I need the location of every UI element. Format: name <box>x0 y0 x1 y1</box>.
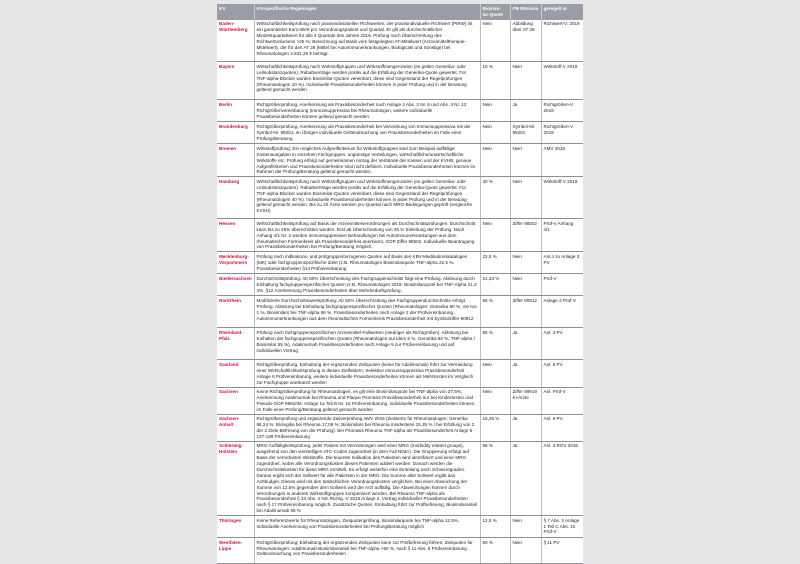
kv-name: Berlin <box>217 100 254 122</box>
pb-rheuma: Nein <box>510 274 541 296</box>
table-row <box>217 274 583 296</box>
header-regelungen: KV-spezifische Regelungen <box>254 4 480 20</box>
table-row <box>217 144 583 177</box>
header-geregelt-in: geregelt in <box>541 4 583 20</box>
table-row <box>217 414 583 441</box>
table-row <box>217 122 583 144</box>
regulation-text: Richtgrößenprüfung, Anerkennung als Praxisbesonderheit nach Anlage 2 Abs. 2 Nr. 6 und Abs. 3 Nr. 12 Richtgrößenvereinbarung (Immunsuppressiva bei Rheumatologen, weitere individuelle Praxisbesonderheiten können geltend gemacht werden <box>254 100 480 122</box>
table-row <box>217 360 583 387</box>
kv-name: Bremen <box>217 144 254 177</box>
geregelt-in: Anl. 6 PV <box>541 360 583 387</box>
geregelt-in: Anlage 2 Prüf-V <box>541 296 583 328</box>
pb-rheuma: Ziffer 99919 Ki-Ärzte <box>510 387 541 414</box>
kv-name: Brandenburg <box>217 122 254 144</box>
regulation-text: Wirtschaftlichkeitsprüfung auf Basis der Arzneimittelverordnungen als Durchschnittsprüfungen. Durchschnitt kann bis zu 45% überschritten werden. Erst ab Überschreitung von 45 % Einleitung der Prüfung. Nach Anhang 4/1 Nr. 2 werden immunsuppressive Behandlungen bei Autoimmunerkrankungen aus dem rheumatischen Formenkreis als Praxisbesonderheit anerkannt, GOP Ziffer 98502. Individuelle Beantragung von Praxisbesonderheiten bei Prüfung/Beratung möglich <box>254 219 480 252</box>
pb-rheuma: Ja <box>510 414 541 441</box>
kv-name: Bayern <box>217 62 254 100</box>
pb-rheuma: Nein <box>510 516 541 538</box>
header-pb-rheuma: PB Rheuma <box>510 4 541 20</box>
pb-rheuma: Abbildung über AT 28 <box>510 20 541 62</box>
geregelt-in: § 7 Abs. 3 Anlage 1 Teil C Abs. 10 Prüf-V <box>541 516 583 538</box>
regulation-text: Richtgrößenprüfung, Einhaltung der ergänzenden Zielquoten (keine für Adalimumab) führt zur Vermeidung einer Wirtschaftlichkeitsprüfung in diesen Zielfeldern; Selektive Immunsuppressiva Praxisbesonderheit Anlage 6 Prüfvereinbarung, weitere individuelle Praxisbesonderheiten können als Mehrkosten im Vergleich zur Fachgruppe anerkannt werden <box>254 360 480 387</box>
pb-rheuma: Nein <box>510 144 541 177</box>
geregelt-in: Anl. Prüf-V <box>541 387 583 414</box>
regulation-text: Richtgrößenprüfung, Anerkennung als Praxisbesonderheit bei Verordnung von Immunsuppressiva mit der Symbol-Nr. 99201, im Übrigen individuelle Geltendmachung von Praxisbesonderheiten im Falle einer Prüfung/Beratung <box>254 122 480 144</box>
regulation-text: Keine Richtgrößenprüfung für Rheumatologen, es gilt eine Biosimilarquote bei TNF-alpha von 37,5%, Anerkennung Adalimumab bei Rheuma und Plaque Psoriasis Praxisbesonderheit nur bei Kinderärzten und Pseudo-GOP 99910M, Anlage 1a Teil B Nr. 16 Prüfvereinbarung, individuelle Praxisbesonderheiten können im Falle einer Prüfung/Beratung geltend gemacht werden <box>254 387 480 414</box>
regulation-text: Wirtschaftlichkeitsprüfung nach Wirkstoffgruppen und Wirkstoffmengenzielen (es gelten Generika- oder Leitsubstanzquoten). Rabattverträge werden positiv auf die Erfüllung der Generika-Quote gewertet. Für TNF-alpha-Blocker wurden Biosimilar-Quoten vereinbart, diese sind Gegenstand der Regelprüfungen (Rheumatologen 40 %). Individuelle Praxisbesonderheiten können in jeder Prüfung und in der Beratung geltend gemacht werden. Bis zu 20 Ärzte werden pro Quartal nach MRG-Bedingungen geprüft (vergleiche KVSH) <box>254 177 480 219</box>
regulations-table-sheet <box>217 4 583 564</box>
biosimilar-quote: 66 % <box>480 441 510 515</box>
geregelt-in: § 11 PV <box>541 538 583 564</box>
geregelt-in: AMV 2019 <box>541 144 583 177</box>
geregelt-in: Anl. 6 PV <box>541 414 583 441</box>
pb-rheuma: Nein <box>510 62 541 100</box>
geregelt-in: Richtwert-V. 2019 <box>541 20 583 62</box>
geregelt-in: Richtgrößen-V 2019 <box>541 122 583 144</box>
biosimilar-quote: 40 % <box>480 177 510 219</box>
table-row <box>217 387 583 414</box>
regulation-text: Wirtschaftlichkeitsprüfung nach praxisindividuellen Richtwerten, der praxisindividuelle Richtwert (PIRW) ist ein garantierter Euro-Wert pro Verordnungspatient und Quartal. Er gilt als durchschnittlicher Mindestquartalswert für alle 4 Quartale des Jahres 2019. Prüfung nach Überschreitung des Richtwertvolumens >25 %; Berechnung auf Basis vom festgelegten AT-Mittelwert (Arzneimitteltherapie-Mittelwert), der für den AT 28 (Mittel bei Autoimmunerkrankungen, Biologicals und Sonstige) bei Rheumatologen 4.931,25 € beträgt. <box>254 20 480 62</box>
kv-name: Sachsen <box>217 387 254 414</box>
kv-name: Hessen <box>217 219 254 252</box>
kv-name: Sachsen-Anhalt <box>217 414 254 441</box>
table-row <box>217 62 583 100</box>
geregelt-in: Wirkstoff-V 2019 <box>541 177 583 219</box>
kv-name: Mecklenburg-Vorpommern <box>217 252 254 274</box>
table-row <box>217 538 583 564</box>
table-row <box>217 20 583 62</box>
biosimilar-quote: Nein <box>480 219 510 252</box>
pb-rheuma: Ja <box>510 360 541 387</box>
biosimilar-quote: Nein <box>480 20 510 62</box>
pb-rheuma: Symbol-Nr. 99201 <box>510 122 541 144</box>
biosimilar-quote: 55 % <box>480 328 510 360</box>
regulation-text: Prüfung nach indikations- und prüfgruppenbezogenen Quoten auf Basis des KBV-Medikationskataloges (MK) oder fachgruppenspezifische Ziele (z.B. Rheumatologen Biosimilarquote TNF-alpha 22,5 %. Praxisbesonderheiten §14 Prüfvereinbarung <box>254 252 480 274</box>
regulation-text: Wirkstoffprüfung: Ein mögliches Aufgreifkriterium für Wirkstoffgruppen sind zum Beispiel auffällige Kostenausgaben in einzelnen Fachgruppen, ungünstige Verteilungen, wirtschaftliche/unwirtschaftliche Wirkstoffe etc. Prüfung erfolgt auf gemeinsamen Antrag der Verbände der Kassen und der KVHB, genaue Aufgreifkriterien und Praxisbesonderheiten sind nicht definiert. Individuelle Praxisbesonderheiten können im Rahmen der Prüfung/Beratung geltend gemacht werden. <box>254 144 480 177</box>
biosimilar-quote: 10 % <box>480 62 510 100</box>
kv-name: Saarland <box>217 360 254 387</box>
pb-rheuma: Ziffer 98502 <box>510 219 541 252</box>
geregelt-in: Wirkstoff-V 2019 <box>541 62 583 100</box>
regulation-text: Keine Referenzwerte für Rheumatologen, Zielquotenprüfung, Biosimilarquote bei TNF-alpha 12,5%, Individuelle Anerkennung von Praxisbesonderheiten bei Prüfung/Beratung möglich <box>254 516 480 538</box>
header-biosimilar-quote: Biosimi-lar-Quote <box>480 4 510 20</box>
regulation-text: Durchschnittsprüfung: Ab 50% Überschreitung des Fachgruppenschnitts folgt eine Prüfung. Ablösung durch Einhaltung fachgruppenspezifischer Quoten (z.B. Rheumatologen 2019: Biosimilarquote bei TNF-Alpha 21,3 3%. §12 Anerkennung Praxisbesonderheiten über Mehrbedarfsprüfung. <box>254 274 480 296</box>
regulation-text: Richtgrößenprüfung und ergänzende Zielverprüfung AMV 2016 (Zielwerte für Rheumatologen: Generika 86,24 %; Biologika bei Rheuma 17,08 %; Biosimilars bei Rheuma mindestens 15,35 % / bei Erfüllung von 2 der 3 Ziele Befreiung von der Prüfung). Bei Psoriasis Rheuma TNF-alpha als Praxisbesonderheit Anlage 6 137-139 Prüfvereinbarung <box>254 414 480 441</box>
kv-name: Baden-Württemberg <box>217 20 254 62</box>
kv-name: Hamburg <box>217 177 254 219</box>
kv-name: Thüringen <box>217 516 254 538</box>
pb-rheuma: Ja <box>510 100 541 122</box>
table-row <box>217 177 583 219</box>
pb-rheuma: Nein <box>510 177 541 219</box>
biosimilar-quote: 50 % <box>480 538 510 564</box>
kv-name: Niedersachsen <box>217 274 254 296</box>
biosimilar-quote: 22,5 % <box>480 252 510 274</box>
geregelt-in: Anl. 3 PV <box>541 328 583 360</box>
pb-rheuma: Ziffer 90912 <box>510 296 541 328</box>
biosimilar-quote: 15,35 % <box>480 414 510 441</box>
kv-name: Nordrhein <box>217 296 254 328</box>
table-row <box>217 100 583 122</box>
biosimilar-quote: 12,5 % <box>480 516 510 538</box>
pb-rheuma: Nein <box>510 252 541 274</box>
kv-name: Schleswig-Holstein <box>217 441 254 515</box>
pb-rheuma: Ja <box>510 328 541 360</box>
table-row <box>217 328 583 360</box>
pb-rheuma: Ja <box>510 441 541 515</box>
biosimilar-quote: Nein <box>480 144 510 177</box>
geregelt-in: Richtgrößen-V 2019 <box>541 100 583 122</box>
table-row <box>217 516 583 538</box>
biosimilar-quote: 21,33 % <box>480 274 510 296</box>
table-row <box>217 252 583 274</box>
geregelt-in: Anl.4 zu Anlage 3 PV <box>541 252 583 274</box>
table-header-row <box>217 4 583 20</box>
regulation-text: Modifizierte Durchschnittswerteprüfung: Ab 50% Überschreitung des Fachgruppendurchschnitts erfolgt Prüfung. Ablösung bei Einhaltung fachgruppenspezifischer Quoten (Rheumatologen: Generika 90 %, me too 1 %, Biosimilars bei TNF-alpha 66 %. Praxisbesonderheiten nach Anlage 2 der Prüfvereinbarung , Autoimmunerkrankungen aus dem rheumatischen Formenkreis Praxisbesonderheit mit Symbolziffer 90912 <box>254 296 480 328</box>
regulation-text: Richtgrößenprüfung; Einhaltung der ergänzenden Zielquoten kann zur Prüfbefreiung führen, Zielquoten für Rheumatologen: Adalimumab-Biosimilaranteil bei TNF-alpha >50 %, nach § 11 Abs. 6 Prüfvereinbarung Geltendmachung von Praxisbesonderheiten <box>254 538 480 564</box>
kv-regulations-table <box>217 4 583 564</box>
kv-name: Westfalen-Lippe <box>217 538 254 564</box>
table-row <box>217 296 583 328</box>
biosimilar-quote: Nein <box>480 100 510 122</box>
pb-rheuma: Nein <box>510 538 541 564</box>
biosimilar-quote: Nein <box>480 360 510 387</box>
table-row <box>217 441 583 515</box>
table-row <box>217 219 583 252</box>
regulation-text: MRG-Auffälligkeitsprüfung, jeder Patient mit Verordnungen wird einer MRG (morbidity related groups), ausgehend von den vierstelligen ATC-Codes zugeordnet (in dem Fall N03A). Die Gruppierung erfolgt auf Basis der verordneten Wirkstoffe. Die teuerste Indikation des Patienten wird identifiziert und einer MRG zugeordnet, wobei alle Verordnungskosten dieses Patienten addiert werden. Danach werden die Durchschnittskosten für diese MRG ermittelt. Es erfolgt weiterhin eine Einteilung nach Schweregraden. Daraus ergibt sich der Sollwert für alle Patienten in der MRG. Die Summe aller Sollwert ergibt das Arztbudget. Dieses wird mit den tatsächlichen Verordnungskosten verglichen. Bei einer Abweichung der Summe von 12,5% gegenüber dem Sollwert wird der Arzt auffällig. Die Abweichungen können durch Verordnungen in anderen Wirkstoffgruppen kompensiert werden. Bei Rheuma TNF-alpha als Praxisbesonderheit § 33 Abs. 4 Nm Richtg.-V 2016 Anlage 2, Vortrag individueller Praxisbesonderheiten nach § 17 Prüfvereinbarung möglich. Zusätzliche Quoten, Einhaltung führt zur Prüfbefreiung, Biosimilaranteil bei Adalimumab 66 % <box>254 441 480 515</box>
header-kv: KV <box>217 4 254 20</box>
kv-name: Rheinland-Pfalz <box>217 328 254 360</box>
biosimilar-quote: Nein <box>480 387 510 414</box>
regulation-text: Wirtschaftlichkeitsprüfung nach Wirkstoffgruppen und Wirkstoffmengenzielen (es gelten Generika- oder Leitsubstanzquoten). Rabattverträge werden positiv auf die Erfüllung der Generika-Quote gewertet. Für TNF-alpha-Blocker wurden Biosimilar-Quoten vereinbart, diese sind Gegenstand der Regelprüfungen (Rheumatologen 10 %). Individuelle Praxisbesonderheiten können in jeder Prüfung und in der Beratung geltend gemacht werden <box>254 62 480 100</box>
geregelt-in: Anl. 3 RGV 2016 <box>541 441 583 515</box>
biosimilar-quote: Nein <box>480 122 510 144</box>
geregelt-in: Prüf-V Anhang 4/1 <box>541 219 583 252</box>
biosimilar-quote: 66 % <box>480 296 510 328</box>
regulation-text: Prüfung nach fachgruppenspezifischen Arzneimittel-Fallwerten (niedriger als Richtgrößen). Ablösung bei Einhalten der fachgruppenspezifischen Quoten (Rheumatologen aut idem 5 %, Generika 80 %, TNF-alpha / Biosimilar 55 %), Adalimumab Praxisbesonderheiten nach Anlage 5 zur Prüfvereinbarung und auf individuellen Vortrag <box>254 328 480 360</box>
geregelt-in: Prüf-V <box>541 274 583 296</box>
